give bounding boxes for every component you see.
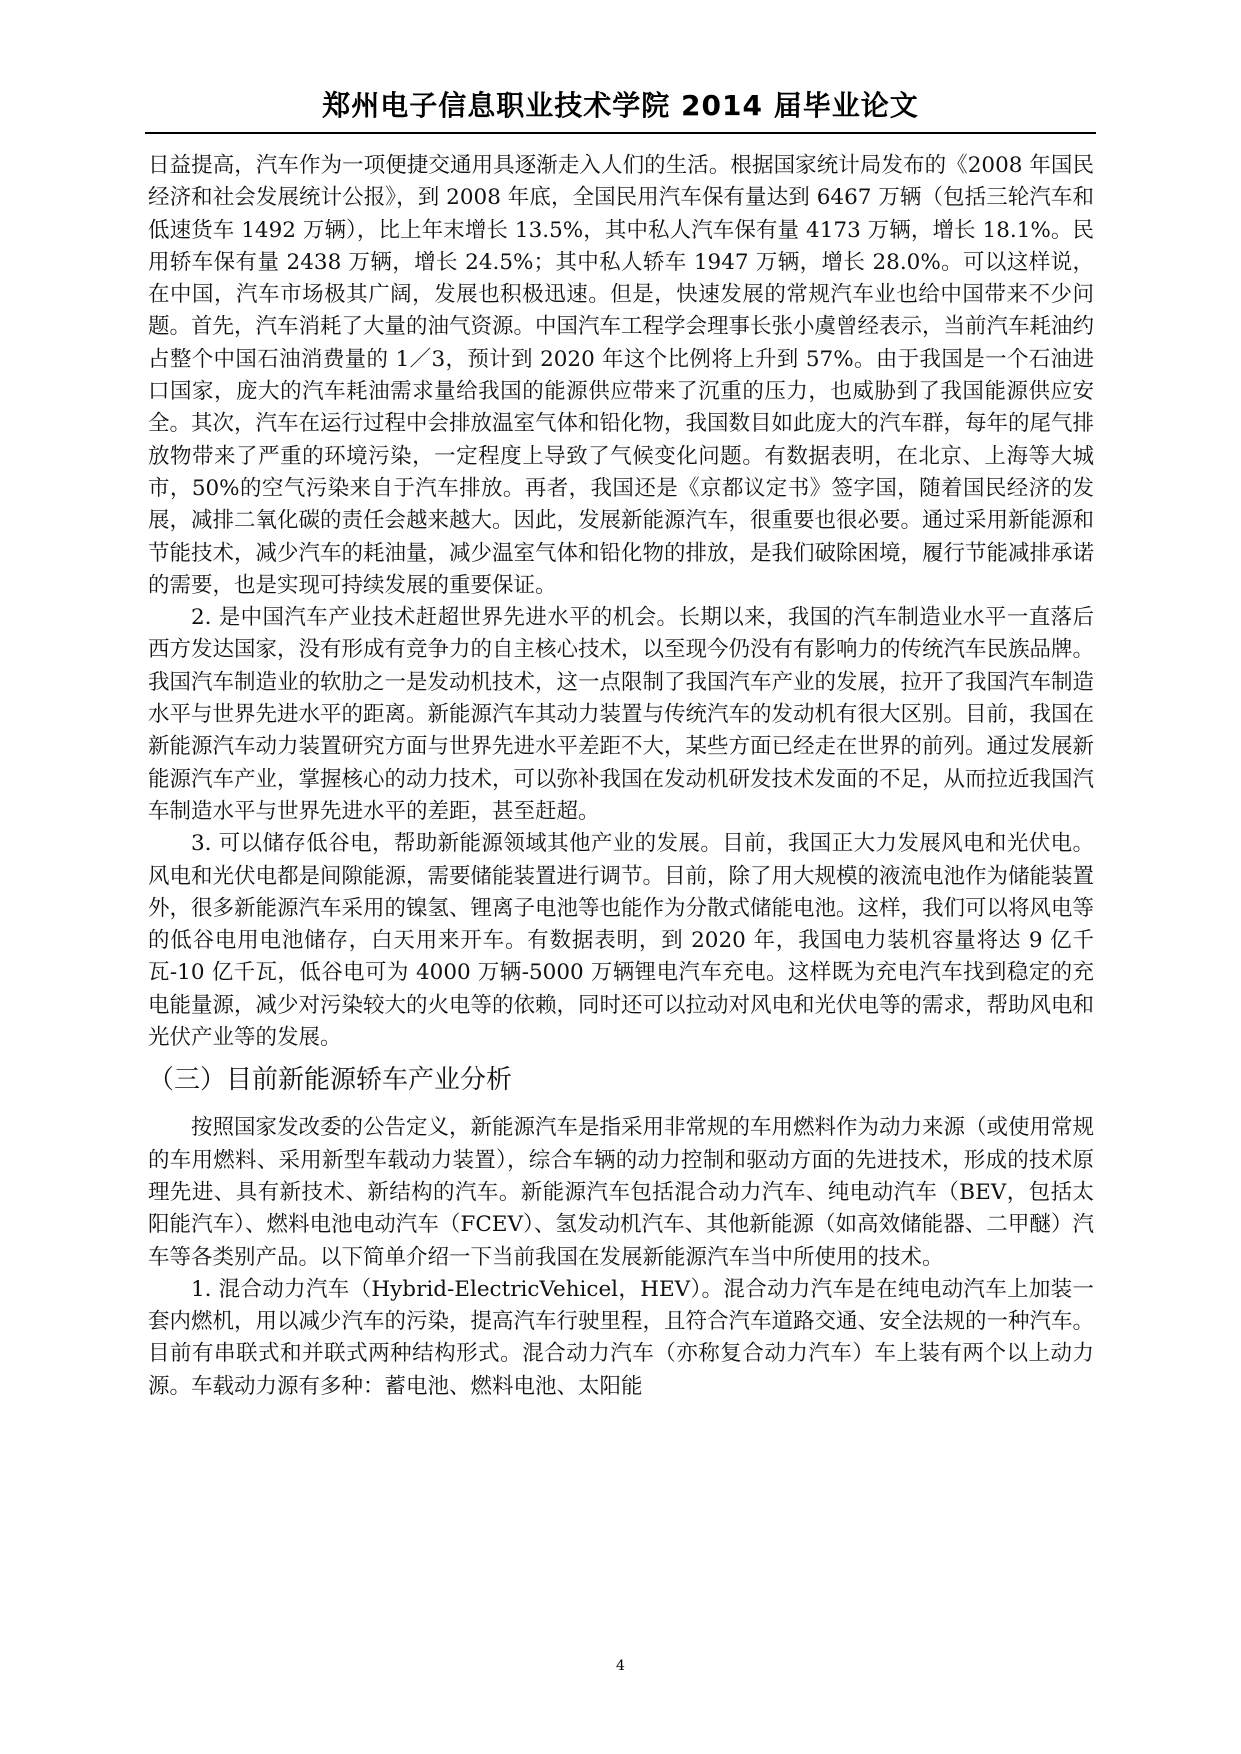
body-paragraph-1: 日益提高，汽车作为一项便捷交通用具逐渐走入人们的生活。根据国家统计局发布的《2008 年国民经济和社会发展统计公报》，到 2008 年底，全国民用汽车保有量达到 6467 万辆（包括三轮汽车和低速货车 1492 万辆），比上年末增长 13.5%，其中私人汽车保有量 4173 万辆，增长 18.1%。民用轿车保有量 2438 万辆，增长 24.5%；其中私人轿车 1947 万辆，增长 28.0%。可以这样说，在中国，汽车市场极其广阔，发展也积极迅速。但是，快速发展的常规汽车业也给中国带来不少问题。首先，汽车消耗了大量的油气资源。中国汽车工程学会理事长张小虞曾经表示，当前汽车耗油约占整个中国石油消费量的 1／3，预计到 2020 年这个比例将上升到 57%。由于我国是一个石油进口国家，庞大的汽车耗油需求量给我国的能源供应带来了沉重的压力，也威胁到了我国能源供应安全。其次，汽车在运行过程中会排放温室气体和铅化物，我国数目如此庞大的汽车群，每年的尾气排放物带来了严重的环境污染，一定程度上导致了气候变化问题。有数据表明，在北京、上海等大城市，50%的空气污染来自于汽车排放。再者，我国还是《京都议定书》签字国，随着国民经济的发展，减排二氧化碳的责任会越来越大。因此，发展新能源汽车，很重要也很必要。通过采用新能源和节能技术，减少汽车的耗油量，减少温室气体和铅化物的排放，是我们破除困境，履行节能减排承诺的需要，也是实现可持续发展的重要保证。 xyxy=(148,153,1095,598)
header-divider xyxy=(145,132,1096,134)
body-paragraph-3: 3. 可以储存低谷电，帮助新能源领域其他产业的发展。目前，我国正大力发展风电和光伏电。风电和光伏电都是间隙能源，需要储能装置进行调节。目前，除了用大规模的液流电池作为储能装置外，很多新能源汽车采用的镍氢、锂离子电池等也能作为分散式储能电池。这样，我们可以将风电等的低谷电用电池储存，白天用来开车。有数据表明，到 2020 年，我国电力装机容量将达 9 亿千瓦-10 亿千瓦，低谷电可为 4000 万辆-5000 万辆锂电汽车充电。这样既为充电汽车找到稳定的充电能量源，减少对污染较大的火电等的依赖，同时还可以拉动对风电和光伏电等的需求，帮助风电和光伏产业等的发展。 xyxy=(148,831,1095,1051)
page-number: 4 xyxy=(616,1658,625,1674)
section-heading: （三）目前新能源轿车产业分析 xyxy=(148,1065,513,1096)
section-paragraph-2: 1. 混合动力汽车（Hybrid-ElectricVehicel，HEV）。混合动力汽车是在纯电动汽车上加装一套内燃机，用以减少汽车的污染，提高汽车行驶里程，且符合汽车道路交通、安全法规的一种汽车。目前有串联式和并联式两种结构形式。混合动力汽车（亦称复合动力汽车）车上装有两个以上动力源。车载动力源有多种：蓄电池、燃料电池、太阳能 xyxy=(148,1276,1095,1399)
document-body xyxy=(148,150,1094,1403)
section-paragraph-1: 按照国家发改委的公告定义，新能源汽车是指采用非常规的车用燃料作为动力来源（或使用常规的车用燃料、采用新型车载动力装置），综合车辆的动力控制和驱动方面的先进技术，形成的技术原理先进、具有新技术、新结构的汽车。新能源汽车包括混合动力汽车、纯电动汽车（BEV，包括太阳能汽车）、燃料电池电动汽车（FCEV）、氢发动机汽车、其他新能源（如高效储能器、二甲醚）汽车等各类别产品。以下简单介绍一下当前我国在发展新能源汽车当中所使用的技术。 xyxy=(148,1115,1095,1270)
body-paragraph-2: 2. 是中国汽车产业技术赶超世界先进水平的机会。长期以来，我国的汽车制造业水平一直落后西方发达国家，没有形成有竞争力的自主核心技术，以至现今仍没有有影响力的传统汽车民族品牌。我国汽车制造业的软肋之一是发动机技术，这一点限制了我国汽车产业的发展，拉开了我国汽车制造水平与世界先进水平的距离。新能源汽车其动力装置与传统汽车的发动机有很大区别。目前，我国在新能源汽车动力装置研究方面与世界先进水平差距不大，某些方面已经走在世界的前列。通过发展新能源汽车产业，掌握核心的动力技术，可以弥补我国在发动机研发技术发面的不足，从而拉近我国汽车制造水平与世界先进水平的差距，甚至赶超。 xyxy=(148,605,1095,824)
page-header-title: 郑州电子信息职业技术学院 2014 届毕业论文 xyxy=(322,89,919,122)
